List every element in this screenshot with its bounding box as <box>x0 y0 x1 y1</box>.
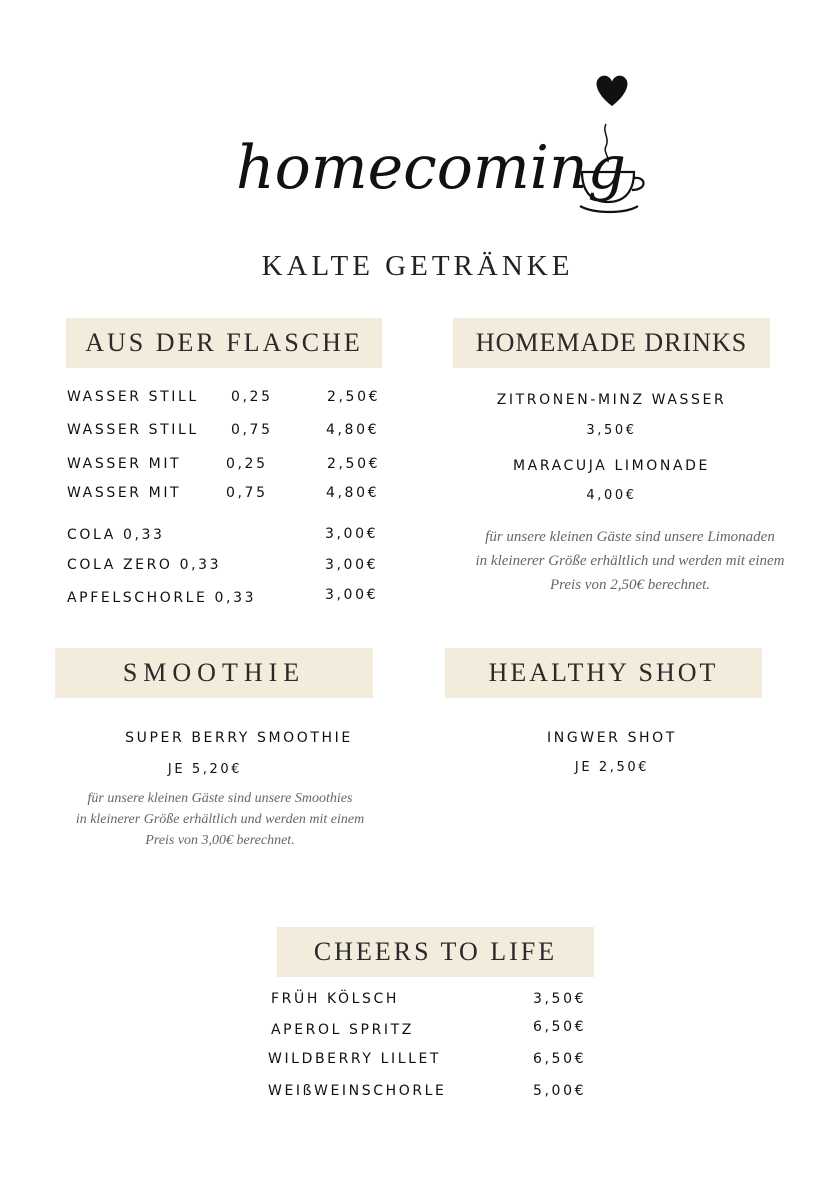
list-item-price: 3,00€ <box>325 557 379 573</box>
list-item-price: 6,50€ <box>533 1051 587 1067</box>
list-item-price: 4,80€ <box>326 422 380 438</box>
list-item-price: 6,50€ <box>533 1019 587 1035</box>
list-item-price: 3,00€ <box>325 526 379 542</box>
list-item-price: 2,50€ <box>327 389 381 405</box>
list-item-name: FRÜH KÖLSCH <box>271 991 400 1007</box>
list-item-name: WASSER STILL <box>67 422 199 438</box>
list-item-name: APEROL SPRITZ <box>271 1022 414 1038</box>
section-heading-bottle: AUS DER FLASCHE <box>66 318 382 368</box>
note-line: für unsere kleinen Gäste sind unsere Limonaden <box>485 529 775 545</box>
section-heading-cheers: CHEERS TO LIFE <box>277 927 594 977</box>
list-item-name: WILDBERRY LILLET <box>268 1051 442 1067</box>
coffee-cup-heart-icon <box>576 72 652 214</box>
list-item-size: 0,25 <box>231 389 273 405</box>
section-heading-shot: HEALTHY SHOT <box>445 648 762 698</box>
list-item-name: MARACUJA LIMONADE <box>513 458 710 474</box>
list-item-size: 0,75 <box>226 485 268 501</box>
list-item-name: APFELSCHORLE 0,33 <box>67 590 257 606</box>
list-item-price: 4,80€ <box>326 485 380 501</box>
note-line: in kleinerer Größe erhältlich und werden mit einem <box>75 812 365 827</box>
page-title: KALTE GETRÄNKE <box>261 250 574 282</box>
list-item-size: 0,75 <box>231 422 273 438</box>
list-item-price: 5,00€ <box>533 1083 587 1099</box>
section-heading-homemade: HOMEMADE DRINKS <box>453 318 770 368</box>
list-item-price: 4,00€ <box>586 488 637 503</box>
list-item-name: ZITRONEN-MINZ WASSER <box>496 392 727 408</box>
list-item-name: COLA ZERO 0,33 <box>67 557 222 573</box>
list-item-price: 2,50€ <box>327 456 381 472</box>
logo-wordmark: homecoming <box>236 133 627 203</box>
list-item-name: WASSER STILL <box>67 389 199 405</box>
list-item-name: WASSER MIT <box>67 456 182 472</box>
list-item-name: WASSER MIT <box>67 485 182 501</box>
list-item-name: WEIßWEINSCHORLE <box>268 1083 447 1099</box>
list-item-price: 3,50€ <box>533 991 587 1007</box>
list-item-name: SUPER BERRY SMOOTHIE <box>125 730 353 746</box>
list-item-price: 3,50€ <box>586 423 637 438</box>
note-line: für unsere kleinen Gäste sind unsere Smoothies <box>87 791 353 806</box>
section-heading-smoothie: SMOOTHIE <box>55 648 373 698</box>
list-item-price: JE 5,20€ <box>167 762 243 777</box>
list-item-size: 0,25 <box>226 456 268 472</box>
list-item-price: JE 2,50€ <box>574 760 650 775</box>
list-item-name: INGWER SHOT <box>547 730 677 746</box>
note-line: Preis von 3,00€ berechnet. <box>145 833 295 848</box>
note-line: Preis von 2,50€ berechnet. <box>549 577 711 593</box>
list-item-name: COLA 0,33 <box>67 527 165 543</box>
list-item-price: 3,00€ <box>325 587 379 603</box>
note-line: in kleinerer Größe erhältlich und werden mit einem <box>475 553 785 569</box>
